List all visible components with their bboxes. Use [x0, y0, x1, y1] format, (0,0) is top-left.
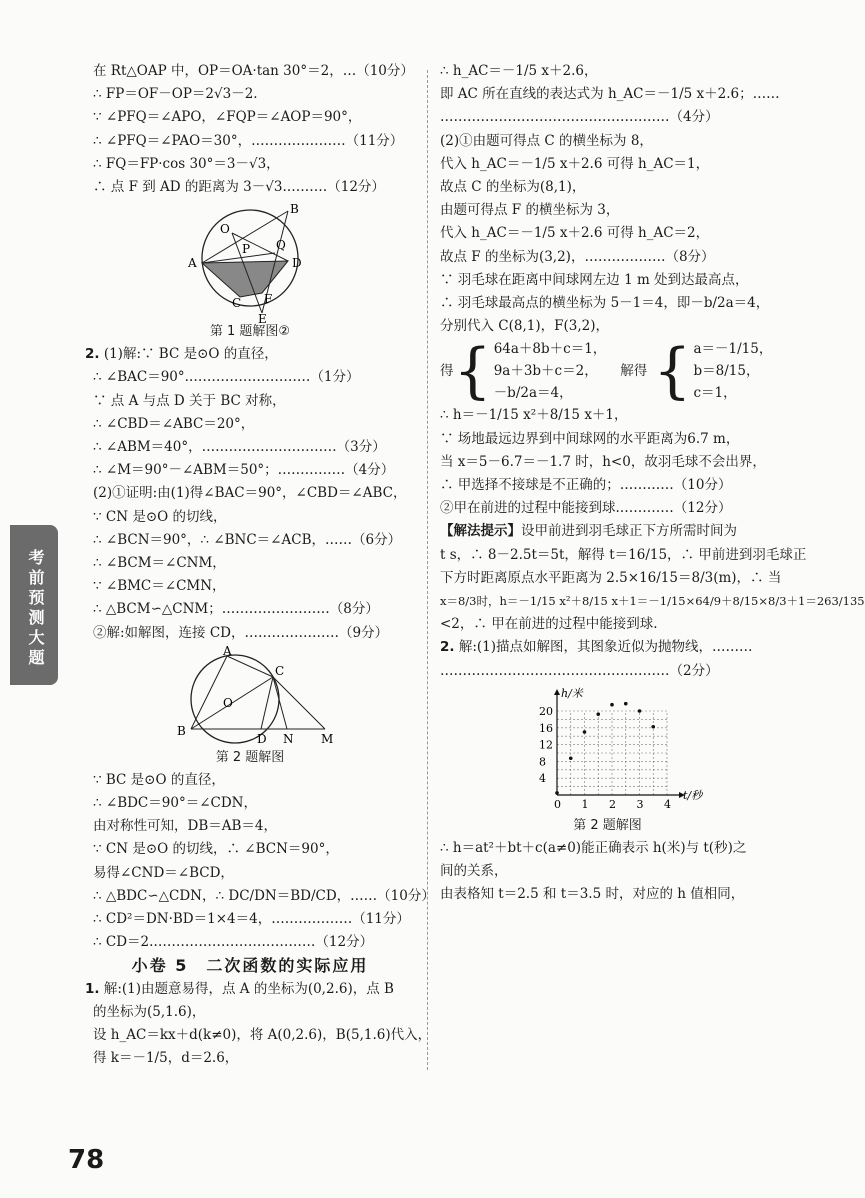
left-column — [85, 60, 435, 1071]
text-line: ∴ ∠PFQ＝∠PAO＝30°，…………………（11分） — [93, 132, 404, 149]
question-number: 2. — [440, 639, 455, 656]
text-line: ∴ ∠BCM＝∠CNM， — [93, 555, 226, 572]
data-point — [637, 709, 641, 713]
diagram-label: A — [188, 256, 197, 271]
diagram-label: O — [223, 695, 233, 710]
text-line: ……………………………………………（2分） — [440, 662, 719, 679]
figure-1-diagram — [180, 202, 320, 327]
q2-right — [440, 636, 775, 682]
text-line: (2)①证明:由(1)得∠BAC＝90°，∠CBD＝∠ABC， — [93, 485, 407, 502]
text-line: 即 AC 所在直线的表达式为 h_AC＝－1/5 x＋2.6；…… — [440, 86, 780, 103]
text-line: 代入 h_AC＝－1/5 x＋2.6 可得 h_AC＝1， — [440, 155, 710, 172]
figure-1-caption: 第 1 题解图② — [209, 324, 291, 340]
solution: a＝－1/15， — [693, 341, 773, 358]
text-line: ∴ △BDC∽△CDN，∴ DC/DN＝BD/CD，……（10分） — [93, 887, 435, 904]
q2 — [85, 343, 415, 645]
x-tick-label: 4 — [663, 797, 671, 811]
data-point — [651, 725, 655, 729]
equation: －b/2a＝4， — [493, 385, 573, 402]
x-tick-label: 2 — [608, 797, 616, 811]
text-line: ②解:如解图，连接 CD，…………………（9分） — [93, 624, 389, 641]
text-line: ∴ ∠ABM＝40°，…………………………（3分） — [93, 439, 386, 456]
q1-continued — [85, 60, 415, 199]
data-point — [568, 756, 572, 760]
q2-continued — [440, 837, 775, 907]
text-line: 故点 C 的坐标为(8,1)， — [440, 179, 586, 196]
text-line: ∴ 甲选择不接球是不正确的；…………（10分） — [440, 477, 732, 494]
diagram-label: F — [264, 292, 273, 307]
solution: c＝1， — [693, 385, 737, 402]
data-point — [582, 730, 586, 734]
solution-hint — [440, 520, 865, 636]
text-line: ∴ ∠BDC＝90°＝∠CDN， — [93, 795, 257, 812]
text-line: ∴ △BCM∽△CNM；……………………（8分） — [93, 601, 379, 618]
system-equations — [494, 338, 607, 404]
side-tab — [10, 525, 58, 685]
figure-scatter-caption: 第 2 题解图 — [573, 817, 642, 833]
figure-1 — [85, 203, 415, 341]
text-line: 分别代入 C(8,1)，F(3,2)， — [440, 318, 609, 335]
side-tab-label: 考前预测大题 — [26, 549, 45, 669]
text-line: ∵ BC 是⊙O 的直径， — [93, 771, 225, 788]
x-tick-label: 1 — [581, 797, 588, 811]
text-line: 的坐标为(5,1.6)， — [93, 1003, 206, 1020]
diagram-label: O — [220, 222, 230, 237]
diagram-label: D — [292, 256, 302, 271]
equation-system — [440, 336, 775, 407]
text-line: ∴ ∠M＝90°－∠ABM＝50°；……………（4分） — [93, 462, 395, 479]
data-point — [610, 703, 614, 707]
q1-section5 — [85, 978, 432, 1071]
x-tick-label: 3 — [636, 797, 643, 811]
text-line: 易得∠CND＝∠BCD， — [93, 864, 234, 881]
column-divider — [427, 70, 428, 1070]
text-line: 解:(1)描点如解图，其图象近似为抛物线，……… — [458, 639, 753, 656]
figure-2-diagram — [165, 643, 335, 749]
text-line: ∵ 场地最远边界到中间球网的水平距离为6.7 m， — [440, 430, 740, 447]
system-solutions — [693, 338, 772, 404]
page-number: 78 — [68, 1145, 105, 1175]
text-line: ……………………………………………（4分） — [440, 109, 719, 126]
text-line: ∴ h＝at²＋bt＋c(a≠0)能正确表示 h(米)与 t(秒)之 — [440, 839, 747, 856]
text-line: ∴ 点 F 到 AD 的距离为 3－√3.………（12分） — [93, 179, 385, 196]
text-line: ∴ h_AC＝－1/5 x＋2.6， — [440, 63, 598, 79]
text-line: 由对称性可知，DB＝AB＝4， — [93, 818, 278, 835]
text-line: 设 h_AC＝kx＋d(k≠0)，将 A(0,2.6)，B(5,1.6)代入， — [93, 1027, 432, 1044]
text-line: 设甲前进到羽毛球正下方所需时间为 — [521, 523, 737, 540]
diagram-label: E — [258, 312, 267, 327]
y-tick-label: 16 — [538, 721, 553, 735]
text-line: ∵ CN 是⊙O 的切线， — [93, 508, 227, 525]
diagram-label: B — [177, 723, 186, 738]
text-line: ∴ 羽毛球最高点的横坐标为 5－1＝4，即－b/2a＝4， — [440, 295, 770, 312]
system-prefix: 得 — [440, 362, 454, 379]
text-line: 故点 F 的坐标为(3,2)，………………（8分） — [440, 248, 715, 265]
text-line: 得 k＝－1/5，d＝2.6， — [93, 1050, 239, 1067]
y-axis-arrow-icon — [554, 689, 560, 695]
section-title: 小卷 5 二次函数的实际应用 — [131, 956, 369, 976]
right-column — [440, 60, 865, 906]
x-tick-label: 0 — [553, 797, 561, 811]
y-tick-label: 8 — [538, 755, 546, 769]
text-line: ∴ FQ＝FP·cos 30°＝3－√3， — [93, 155, 280, 172]
diagram-label: P — [242, 242, 251, 257]
diagram-label: B — [290, 202, 299, 217]
diagram-label: D — [257, 731, 267, 746]
text-line: 解:(1)由题意易得，点 A 的坐标为(0,2.6)，点 B — [103, 980, 394, 997]
left-brace-icon: { — [453, 336, 492, 407]
question-number: 2. — [85, 346, 100, 363]
text-line: ∵ ∠BMC＝∠CMN， — [93, 578, 226, 595]
text-line: 由题可得点 F 的横坐标为 3， — [440, 202, 620, 219]
text-line: x＝8/3时，h＝－1/15 x²＋8/15 x＋1＝－1/15×64/9＋8/15×8/3＋1＝263/135 — [440, 594, 865, 609]
hint-label: 【解法提示】 — [440, 523, 521, 540]
q1-continued-right — [440, 60, 780, 338]
solution: b＝8/15， — [693, 363, 760, 380]
text-line: ∴ FP＝OF－OP＝2√3－2. — [93, 86, 258, 103]
figure-2 — [85, 643, 415, 767]
q2-part2 — [85, 769, 435, 955]
text-line: (2)①由题可得点 C 的横坐标为 8， — [440, 132, 653, 149]
text-line: 间的关系， — [440, 863, 508, 880]
text-line: ∴ ∠BCN＝90°，∴ ∠BNC＝∠ACB，……（6分） — [93, 531, 402, 548]
text-line: ∵ CN 是⊙O 的切线，∴ ∠BCN＝90°， — [93, 841, 339, 858]
system-solve-label: 解得 — [620, 362, 648, 379]
diagram-label: N — [283, 731, 294, 746]
equation: 64a＋8b＋c＝1， — [493, 341, 607, 358]
text-line: ∴ ∠BAC＝90°.………………………（1分） — [93, 369, 360, 386]
figure-scatter — [440, 687, 775, 835]
question-number: 1. — [85, 980, 100, 997]
diagram-label: Q — [276, 238, 286, 253]
text-line: 下方时距离原点水平距离为 2.5×16/15＝8/3(m)，∴ 当 — [440, 569, 782, 586]
text-line: (1)解:∵ BC 是⊙O 的直径， — [103, 346, 278, 363]
text-line: 由表格知 t＝2.5 和 t＝3.5 时，对应的 h 值相同， — [440, 886, 745, 903]
data-point — [596, 712, 600, 716]
text-line: 当 x＝5－6.7＝－1.7 时，h<0，故羽毛球不会出界， — [440, 453, 766, 470]
data-point — [623, 702, 627, 706]
data-point — [555, 791, 559, 795]
text-line: t s，∴ 8－2.5t＝5t，解得 t＝16/15，∴ 甲前进到羽毛球正 — [440, 546, 807, 563]
text-line: ∵ 羽毛球在距离中间球网左边 1 m 处到达最高点， — [440, 271, 749, 288]
left-brace-icon: { — [653, 336, 692, 407]
diagram-label: C — [232, 296, 242, 311]
text-line: ∵ 点 A 与点 D 关于 BC 对称， — [93, 392, 286, 409]
figure-2-caption: 第 2 题解图 — [215, 749, 285, 765]
text-line: 在 Rt△OAP 中，OP＝OA·tan 30°＝2，…（10分） — [93, 63, 414, 79]
text-line: ②甲在前进的过程中能接到球.…………（12分） — [440, 500, 732, 517]
text-line: <2，∴ 甲在前进的过程中能接到球. — [440, 616, 658, 633]
text-line: ∴ CD²＝DN·BD＝1×4＝4，………………（11分） — [93, 911, 410, 928]
text-line: ∵ ∠PFQ＝∠APO，∠FQP＝∠AOP＝90°， — [93, 109, 362, 126]
text-line: 代入 h_AC＝－1/5 x＋2.6 可得 h_AC＝2， — [440, 225, 710, 242]
x-axis-label: t/秒 — [682, 788, 702, 802]
diagram-label: A — [223, 643, 232, 658]
scatter-chart — [523, 686, 702, 817]
diagram-label: M — [321, 731, 334, 746]
equation: 9a＋3b＋c＝2， — [493, 363, 598, 380]
text-line: ∴ ∠CBD＝∠ABC＝20°， — [93, 415, 255, 432]
y-axis-label: h/米 — [560, 686, 583, 700]
diagram-label: C — [275, 663, 285, 678]
y-tick-label: 20 — [538, 704, 553, 718]
text-line: ∴ h＝－1/15 x²＋8/15 x＋1， — [440, 407, 628, 424]
q1-part2b — [440, 404, 775, 520]
text-line: ∴ CD＝2.………………………………（12分） — [93, 934, 374, 951]
y-tick-label: 12 — [538, 738, 553, 752]
y-tick-label: 4 — [538, 772, 546, 786]
